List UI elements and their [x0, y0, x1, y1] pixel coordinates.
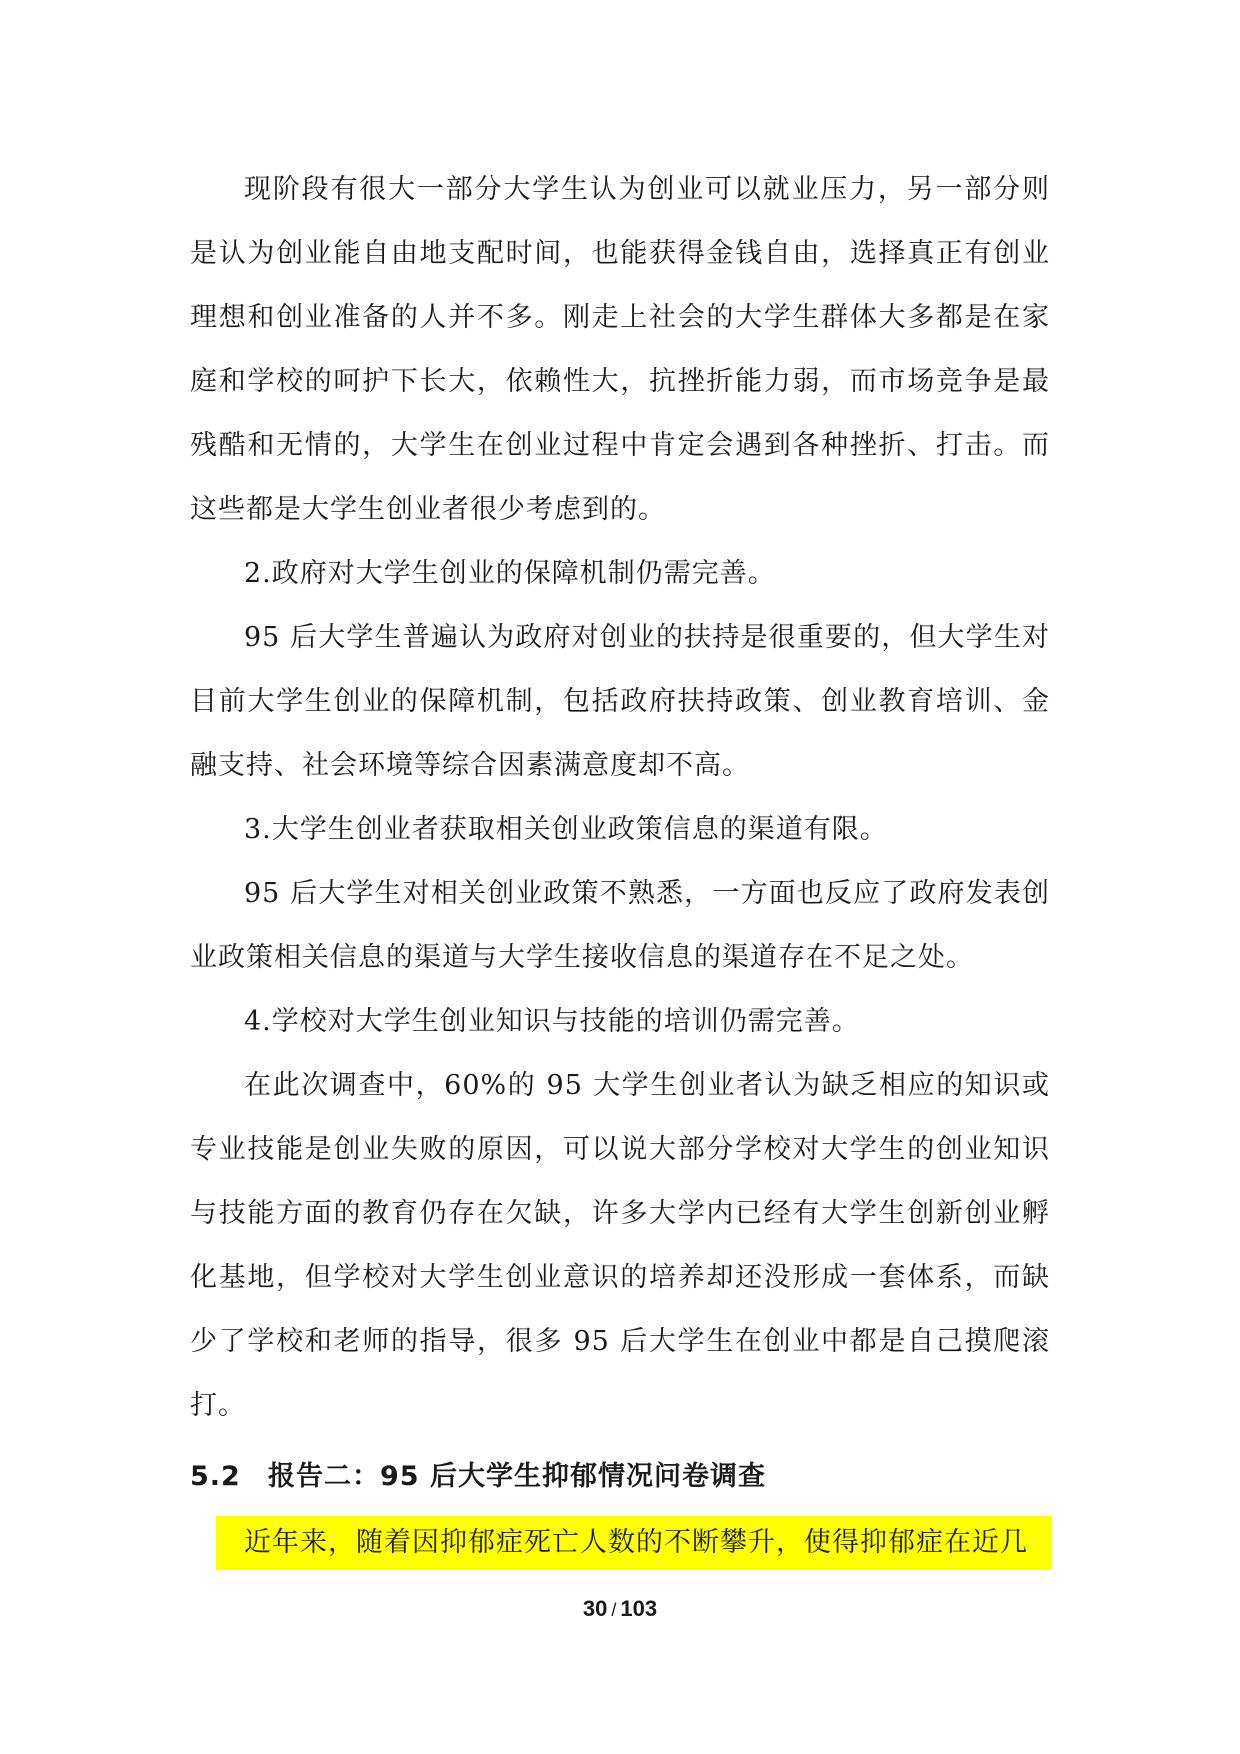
list-item-heading: 4.学校对大学生创业知识与技能的培训仍需完善。	[244, 1006, 860, 1037]
body-text	[190, 158, 1050, 1438]
page-separator: /	[611, 1600, 617, 1620]
section-title: 报告二：95 后大学生抑郁情况问卷调查	[268, 1461, 766, 1492]
current-page: 30	[582, 1596, 608, 1621]
paragraph: 95 后大学生对相关创业政策不熟悉，一方面也反应了政府发表创业政策相关信息的渠道与大学生接收信息的渠道存在不足之处。	[190, 878, 1050, 973]
page-number	[0, 1596, 1240, 1622]
paragraph: 在此次调查中，60%的 95 大学生创业者认为缺乏相应的知识或专业技能是创业失败的原因，可以说大部分学校对大学生的创业知识与技能方面的教育仍存在欠缺，许多大学内已经有大学生创新创业孵化基地，但学校对大学生创业意识的培养却还没形成一套体系，而缺少了学校和老师的指导，很多 95 后大学生在创业中都是自己摸爬滚打。	[190, 1070, 1050, 1421]
total-pages: 103	[620, 1596, 658, 1621]
list-item-heading: 3.大学生创业者获取相关创业政策信息的渠道有限。	[244, 814, 888, 845]
section-number: 5.2	[190, 1461, 241, 1492]
paragraph: 95 后大学生普遍认为政府对创业的扶持是很重要的，但大学生对目前大学生创业的保障机制，包括政府扶持政策、创业教育培训、金融支持、社会环境等综合因素满意度却不高。	[190, 622, 1050, 781]
section-heading	[190, 1452, 1050, 1502]
highlighted-paragraph: 近年来，随着因抑郁症死亡人数的不断攀升，使得抑郁症在近几	[244, 1527, 1028, 1558]
list-item-heading: 2.政府对大学生创业的保障机制仍需完善。	[244, 558, 776, 589]
paragraph: 现阶段有很大一部分大学生认为创业可以就业压力，另一部分则是认为创业能自由地支配时间，也能获得金钱自由，选择真正有创业理想和创业准备的人并不多。刚走上社会的大学生群体大多都是在家庭和学校的呵护下长大，依赖性大，抗挫折能力弱，而市场竞争是最残酷和无情的，大学生在创业过程中肯定会遇到各种挫折、打击。而这些都是大学生创业者很少考虑到的。	[190, 174, 1050, 525]
